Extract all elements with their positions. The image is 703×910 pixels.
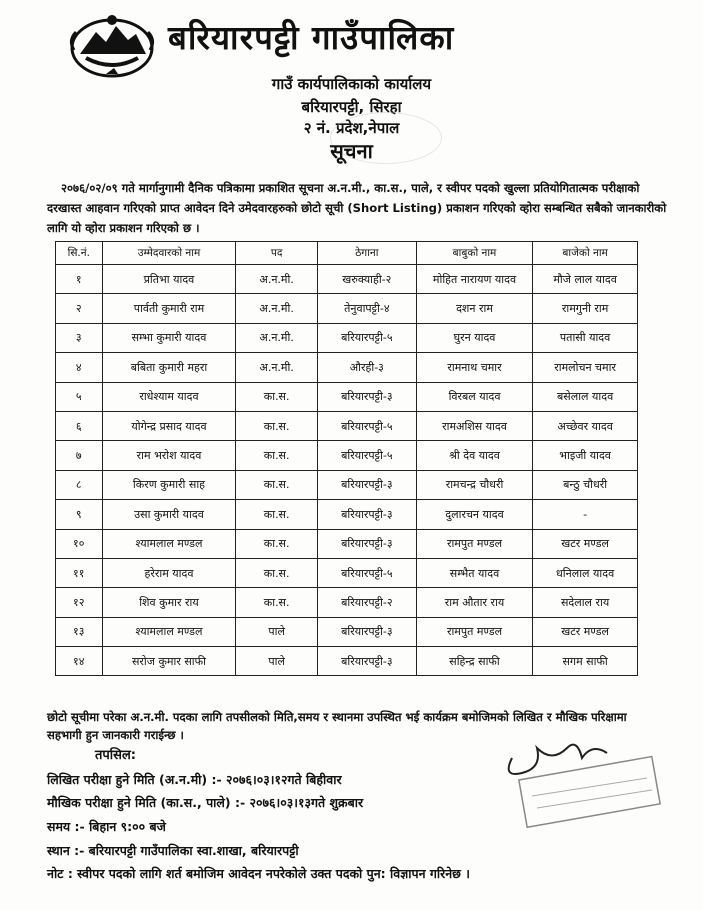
cell-candidate-name: सरोज कुमार साफी xyxy=(102,647,236,676)
cell-father-name: विरबल यादव xyxy=(416,382,532,411)
cell-post: का.स. xyxy=(236,529,317,558)
cell-serial: १४ xyxy=(56,647,103,676)
notice-heading: सूचना xyxy=(330,139,373,163)
cell-candidate-name: श्यामलाल मण्डल xyxy=(102,617,236,646)
cell-address: तेनुवापट्टी-४ xyxy=(317,294,416,323)
cell-candidate-name: सम्भा कुमारी यादव xyxy=(102,323,236,352)
table-row xyxy=(56,617,638,646)
exam-time: समय :- बिहान ९:०० बजे xyxy=(47,819,166,834)
cell-grandfather-name: बसेलाल यादव xyxy=(533,382,638,411)
cell-serial: १३ xyxy=(56,617,103,646)
cell-grandfather-name: अच्छेवर यादव xyxy=(533,411,638,440)
intro-paragraph: २०७६/०२/०९ गते मार्गानुगामी दैनिक पत्रिकामा प्रकाशित सूचना अ.न.मी., का.स., पाले, र स्वीपर पदको खुल्ला प्रतियोगितात्मक परीक्षाको दरखास्त आहवान गरिएको प्राप्त आवेदन दिने उमेदवारहरुको छोटो सूची (Short Listing) प्रकाशन गरिएको व्होरा सम्बन्धित सबैको जानकारीको लागि यो व्होरा प्रकाशन गरिएको छ । xyxy=(47,181,667,235)
details-heading: तपसिल: xyxy=(95,748,136,763)
cell-address: खरुक्याही-२ xyxy=(317,265,416,294)
cell-serial: २ xyxy=(56,294,103,323)
instruction-paragraph: छोटो सूचीमा परेका अ.न.मी. पदका लागि तपसीलको मिति,समय र स्थानमा उपस्थित भई कार्यक्रम बमोजिमको लिखित र मौखिक परिक्षामा सहभागी हुन जानकारी गराईन्छ । xyxy=(47,710,627,742)
written-exam-date: लिखित परीक्षा हुने मिति (अ.न.मी) :- २०७६।०३।१२गते बिहीवार xyxy=(47,772,342,787)
cell-grandfather-name: सगम साफी xyxy=(533,647,638,676)
cell-serial: ११ xyxy=(56,558,103,587)
cell-post: का.स. xyxy=(236,470,317,499)
table-row xyxy=(56,647,638,676)
table-header-row xyxy=(56,242,638,265)
cell-grandfather-name: पतासी यादव xyxy=(533,323,638,352)
shortlist-table xyxy=(55,241,638,676)
cell-post: अ.न.मी. xyxy=(236,265,317,294)
cell-address: बरियारपट्टी-५ xyxy=(317,323,416,352)
table-row xyxy=(56,353,638,382)
cell-father-name: दशन राम xyxy=(416,294,532,323)
header-grandfather-name: बाजेको नाम xyxy=(533,242,638,265)
cell-father-name: सम्भैत यादव xyxy=(416,558,532,587)
cell-serial: ४ xyxy=(56,353,103,382)
cell-grandfather-name: मौजे लाल यादव xyxy=(533,265,638,294)
cell-father-name: रामपुत मण्डल xyxy=(416,529,532,558)
cell-candidate-name: हरेराम यादव xyxy=(102,558,236,587)
sweeper-note: नोट : स्वीपर पदको लागि शर्त बमोजिम आवेदन नपरेकोले उक्त पदको पुन: विज्ञापन गरिनेछ । xyxy=(47,866,471,881)
cell-address: बरियारपट्टी-५ xyxy=(317,441,416,470)
cell-serial: ३ xyxy=(56,323,103,352)
cell-grandfather-name: धनिलाल यादव xyxy=(533,558,638,587)
cell-candidate-name: प्रतिभा यादव xyxy=(102,265,236,294)
cell-father-name: घुरन यादव xyxy=(416,323,532,352)
cell-post: पाले xyxy=(236,617,317,646)
cell-grandfather-name: रामगुनी राम xyxy=(533,294,638,323)
cell-serial: ७ xyxy=(56,441,103,470)
cell-serial: १० xyxy=(56,529,103,558)
header-serial: सि.नं. xyxy=(56,242,103,265)
table-row xyxy=(56,500,638,529)
cell-grandfather-name: खटर मण्डल xyxy=(533,529,638,558)
cell-address: बरियारपट्टी-३ xyxy=(317,500,416,529)
cell-address: बरियारपट्टी-३ xyxy=(317,529,416,558)
cell-father-name: रामअशिस यादव xyxy=(416,411,532,440)
cell-serial: ५ xyxy=(56,382,103,411)
table-row xyxy=(56,558,638,587)
cell-grandfather-name: सदेलाल राय xyxy=(533,588,638,617)
cell-father-name: मोहित नारायण यादव xyxy=(416,265,532,294)
cell-serial: १ xyxy=(56,265,103,294)
cell-post: का.स. xyxy=(236,411,317,440)
cell-grandfather-name: खटर मण्डल xyxy=(533,617,638,646)
office-subtitle: गाउँ कार्यपालिकाको कार्यालय xyxy=(271,75,432,93)
cell-grandfather-name: बन्ठु चौधरी xyxy=(533,470,638,499)
cell-address: औरही-३ xyxy=(317,353,416,382)
exam-venue: स्थान :- बरियारपट्टी गाउँपालिका स्वा.शाखा, बरियारपट्टी xyxy=(47,843,299,858)
cell-father-name: राम औतार राय xyxy=(416,588,532,617)
cell-father-name: दुलारचन यादव xyxy=(416,500,532,529)
header-post: पद xyxy=(236,242,317,265)
cell-serial: ८ xyxy=(56,470,103,499)
cell-serial: ६ xyxy=(56,411,103,440)
cell-post: का.स. xyxy=(236,382,317,411)
cell-post: का.स. xyxy=(236,441,317,470)
cell-post: अ.न.मी. xyxy=(236,353,317,382)
cell-candidate-name: बबिता कुमारी महरा xyxy=(102,353,236,382)
office-location: बरियारपट्टी, सिरहा xyxy=(301,98,402,116)
cell-post: अ.न.मी. xyxy=(236,323,317,352)
table-row xyxy=(56,441,638,470)
cell-candidate-name: योगेन्द्र प्रसाद यादव xyxy=(102,411,236,440)
header-candidate-name: उम्मेदवारको नाम xyxy=(102,242,236,265)
cell-candidate-name: शिव कुमार राय xyxy=(102,588,236,617)
cell-father-name: सहिन्द्र साफी xyxy=(416,647,532,676)
cell-grandfather-name: - xyxy=(533,500,638,529)
table-row xyxy=(56,382,638,411)
cell-candidate-name: राधेश्याम यादव xyxy=(102,382,236,411)
office-province: २ नं. प्रदेश,नेपाल xyxy=(303,119,400,137)
cell-father-name: श्री देव यादव xyxy=(416,441,532,470)
cell-candidate-name: श्यामलाल मण्डल xyxy=(102,529,236,558)
cell-post: का.स. xyxy=(236,500,317,529)
cell-post: पाले xyxy=(236,647,317,676)
cell-candidate-name: किरण कुमारी साह xyxy=(102,470,236,499)
cell-address: बरियारपट्टी-३ xyxy=(317,470,416,499)
cell-post: का.स. xyxy=(236,588,317,617)
table-row xyxy=(56,470,638,499)
cell-post: अ.न.मी. xyxy=(236,294,317,323)
office-title: बरियारपट्टी गाउँपालिका xyxy=(168,18,455,57)
cell-address: बरियारपट्टी-५ xyxy=(317,411,416,440)
oral-exam-date: मौखिक परीक्षा हुने मिति (का.स., पाले) :- २०७६।०३।१३गते शुक्रबार xyxy=(47,795,364,810)
cell-father-name: रामनाथ चमार xyxy=(416,353,532,382)
cell-grandfather-name: रामलोचन चमार xyxy=(533,353,638,382)
table-row xyxy=(56,411,638,440)
cell-grandfather-name: भाइजी यादव xyxy=(533,441,638,470)
cell-father-name: रामपुत मण्डल xyxy=(416,617,532,646)
cell-candidate-name: राम भरोश यादव xyxy=(102,441,236,470)
table-row xyxy=(56,265,638,294)
signature-stamp xyxy=(482,718,672,828)
cell-post: का.स. xyxy=(236,558,317,587)
table-row xyxy=(56,588,638,617)
cell-candidate-name: उसा कुमारी यादव xyxy=(102,500,236,529)
header-address: ठेगाना xyxy=(317,242,416,265)
cell-address: बरियारपट्टी-५ xyxy=(317,558,416,587)
table-row xyxy=(56,294,638,323)
cell-serial: ९ xyxy=(56,500,103,529)
cell-address: बरियारपट्टी-२ xyxy=(317,588,416,617)
cell-father-name: रामचन्द्र चौधरी xyxy=(416,470,532,499)
cell-address: बरियारपट्टी-३ xyxy=(317,617,416,646)
cell-address: बरियारपट्टी-३ xyxy=(317,647,416,676)
header-father-name: बाबुको नाम xyxy=(416,242,532,265)
table-row xyxy=(56,529,638,558)
table-row xyxy=(56,323,638,352)
cell-candidate-name: पार्वती कुमारी राम xyxy=(102,294,236,323)
nepal-emblem-icon xyxy=(66,10,158,80)
cell-serial: १२ xyxy=(56,588,103,617)
cell-address: बरियारपट्टी-३ xyxy=(317,382,416,411)
